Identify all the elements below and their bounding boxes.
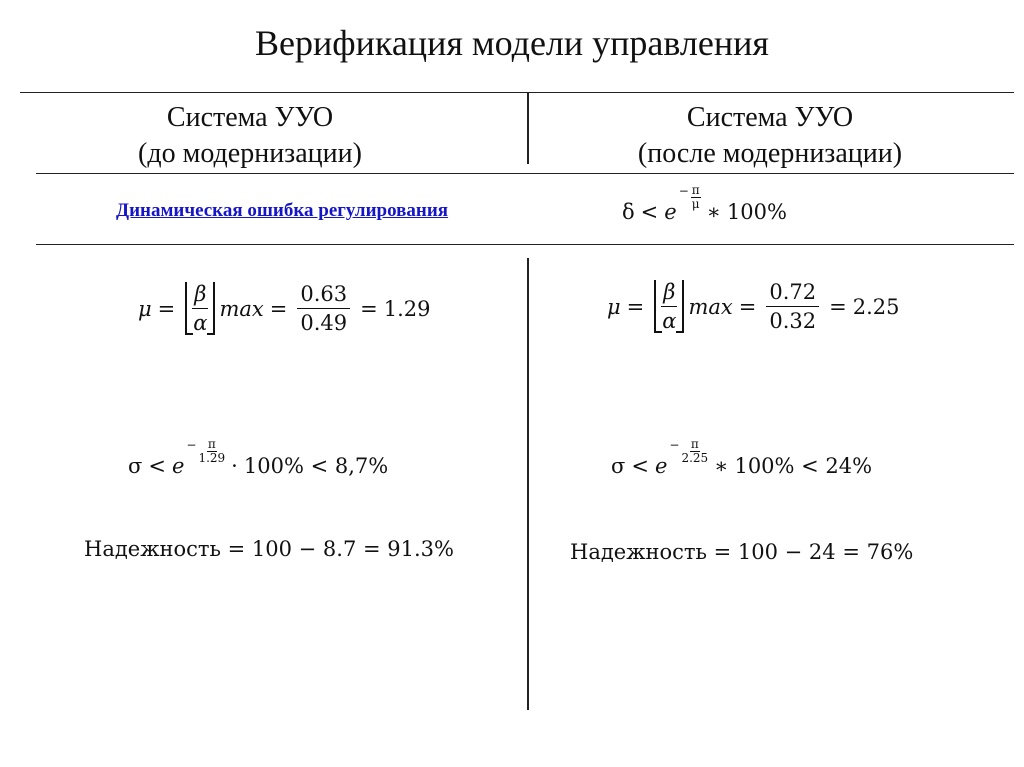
bracket-fraction: $\frac{\beta}{\alpha}$ xyxy=(185,282,215,335)
left-sigma-formula: σ < e − $\frac{\pi}{1.29}$ · 100% < 8,7% xyxy=(128,437,389,478)
dynamic-error-formula: δ < e − $\frac{\pi}{\mu}$ ∗ 100% xyxy=(622,183,787,224)
right-mu-formula: μ = $\frac{\beta}{\alpha}$ max = $\frac{0.72}{0.32}$ = 2.25 xyxy=(607,280,900,333)
left-column-subtitle: (до модернизации) xyxy=(138,138,362,169)
header-column-divider xyxy=(527,92,529,164)
exponent: − $\frac{\pi}{2.25}$ xyxy=(669,437,709,465)
right-sigma-formula: σ < e − $\frac{\pi}{2.25}$ ∗ 100% < 24% xyxy=(611,437,873,478)
left-mu-formula: μ = $\frac{\beta}{\alpha}$ max = $\frac{0.63}{0.49}$ = 1.29 xyxy=(138,282,431,335)
right-column-title: Система УУО xyxy=(686,102,854,133)
dynamic-error-link[interactable]: Динамическая ошибка регулирования xyxy=(116,200,449,221)
left-column-title: Система УУО xyxy=(166,102,334,133)
right-column-subtitle: (после модернизации) xyxy=(637,138,903,169)
exponent: − $\frac{\pi}{1.29}$ xyxy=(186,437,226,465)
header-top-divider xyxy=(20,92,1014,93)
fraction: $\frac{0.72}{0.32}$ xyxy=(766,280,819,333)
exponent: − $\frac{\pi}{\mu}$ xyxy=(678,183,700,211)
right-reliability-formula: Надежность = 100 − 24 = 76% xyxy=(570,540,914,564)
fraction: $\frac{0.63}{0.49}$ xyxy=(297,282,350,335)
body-column-divider xyxy=(527,258,529,710)
left-reliability-formula: Надежность = 100 − 8.7 = 91.3% xyxy=(84,537,454,561)
page-title: Верификация модели управления xyxy=(255,23,769,63)
section-divider xyxy=(36,244,1014,245)
left-column-header xyxy=(80,100,420,172)
header-bottom-divider xyxy=(36,173,1014,174)
bracket-fraction: $\frac{\beta}{\alpha}$ xyxy=(654,280,684,333)
right-column-header xyxy=(600,100,940,172)
